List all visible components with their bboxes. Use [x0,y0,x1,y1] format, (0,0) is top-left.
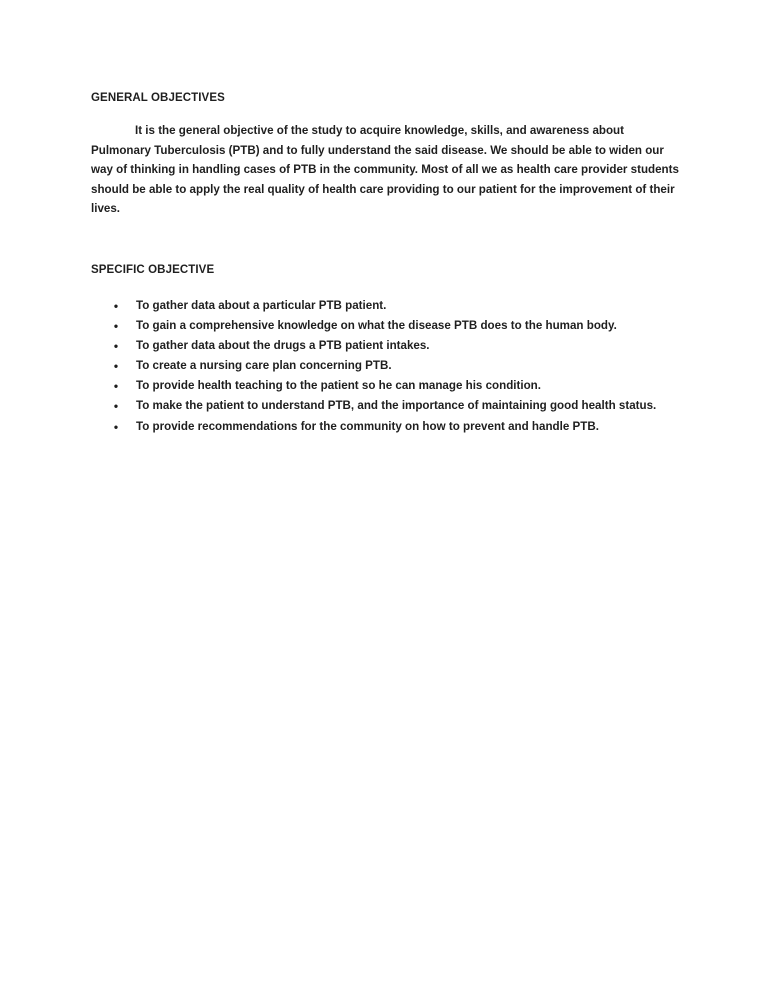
list-item-text: To gather data about a particular PTB patient. [136,299,387,312]
bullet-icon: • [113,379,119,394]
list-item [111,336,711,356]
bullet-icon: • [113,419,119,434]
bullet-icon: • [113,399,119,414]
list-item-text: To provide health teaching to the patient so he can manage his condition. [136,379,541,393]
list-item [111,417,711,437]
list-item [111,396,711,416]
general-objectives-heading: GENERAL OBJECTIVES [91,92,225,104]
list-item-text: To provide recommendations for the community on how to prevent and handle PTB. [136,419,599,433]
bullet-icon: • [113,359,119,374]
list-item-text: To gather data about the drugs a PTB patient intakes. [136,339,430,353]
bullet-icon: • [113,339,119,354]
general-objectives-paragraph: It is the general objective of the study to acquire knowledge, skills, and awareness about Pulmonary Tuberculosis (PTB) and to fully understand the said disease. We should be able to widen our way of thinking in handling cases of PTB in the community. Most of all we as health care provider students should be able to apply the real quality of health care providing to our patient for the improvement of their lives. [91,124,679,216]
bullet-icon: • [113,299,119,313]
bullet-icon: • [113,319,119,334]
list-item [111,376,711,396]
list-item [111,356,711,376]
list-item [111,296,711,316]
list-item [111,316,711,336]
list-item-text: To make the patient to understand PTB, and the importance of maintaining good health status. [136,399,657,413]
list-item-text: To gain a comprehensive knowledge on what the disease PTB does to the human body. [136,319,617,333]
specific-objective-heading: SPECIFIC OBJECTIVE [91,264,215,276]
list-item-text: To create a nursing care plan concerning PTB. [136,359,392,373]
specific-objectives-list [111,296,711,437]
